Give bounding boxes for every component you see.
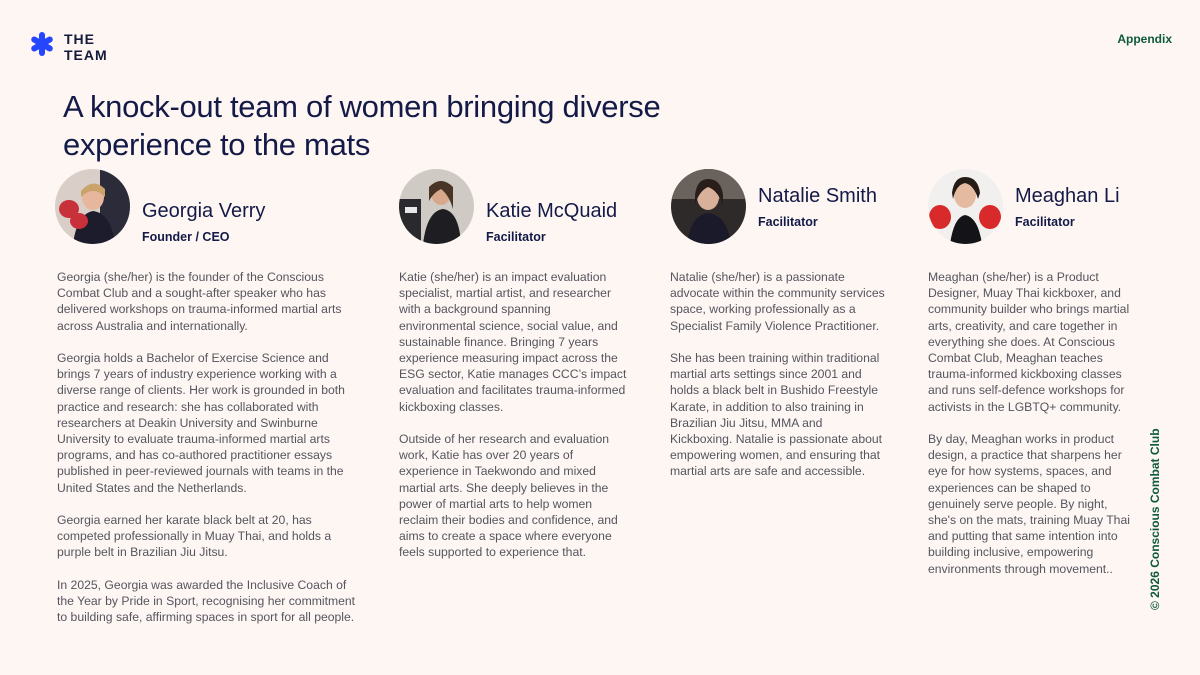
member-name: Georgia Verry: [142, 200, 266, 222]
member-role: Facilitator: [1015, 215, 1075, 229]
bio-paragraph: Georgia (she/her) is the founder of the Conscious Combat Club and a sought-after speaker who has delivered workshops on trauma-informed martial arts across Australia and internationally.: [57, 270, 342, 333]
member-name: Katie McQuaid: [486, 200, 618, 222]
brand-logo: [29, 31, 108, 63]
member-bio: [57, 269, 359, 642]
bio-paragraph: Outside of her research and evaluation work, Katie has over 20 years of experience in Taekwondo and mixed martial arts. She deeply believes in the power of martial arts to help women reclaim their bodies and confidence, and aims to create a space where everyone feels supported to experience that.: [399, 432, 618, 560]
member-role: Facilitator: [758, 215, 818, 229]
bio-paragraph: Katie (she/her) is an impact evaluation specialist, martial artist, and researcher with a background spanning environmental science, social value, and sustainable finance. Bringing 7 years experience measuring impact across the ESG sector, Katie manages CCC’s impact evaluation and facilitates trauma-informed kickboxing classes.: [399, 270, 627, 414]
member-bio: [670, 269, 885, 496]
bio-paragraph: Natalie (she/her) is a passionate advocate within the community services space, working professionally as a Specialist Family Violence Practitioner.: [670, 270, 885, 333]
bio-paragraph: By day, Meaghan works in product design, a practice that sharpens her eye for how systems, spaces, and experiences can be shaped to genuinely serve people. By night, she's on the mats, training Muay Thai and putting that same intention into building inclusive, empowering environments through movement..: [928, 432, 1130, 576]
brand-title-line2: TEAM: [64, 47, 108, 63]
member-bio: [399, 269, 629, 577]
avatar: [671, 169, 746, 244]
bio-paragraph: Georgia earned her karate black belt at 20, has competed professionally in Muay Thai, and holds a purple belt in Brazilian Jiu Jitsu.: [57, 513, 332, 560]
copyright: © 2026 Conscious Combat Club: [1148, 428, 1162, 610]
brand-title: [64, 31, 108, 63]
member-name: Meaghan Li: [1015, 185, 1120, 207]
section-label: Appendix: [1117, 32, 1172, 46]
member-name: Natalie Smith: [758, 185, 877, 207]
avatar: [928, 169, 1003, 244]
page-title: A knock-out team of women bringing diverse experience to the mats: [63, 89, 661, 162]
brand-title-line1: THE: [64, 31, 95, 47]
member-role: Founder / CEO: [142, 230, 230, 244]
bio-paragraph: Meaghan (she/her) is a Product Designer, Muay Thai kickboxer, and community builder who brings martial arts, creativity, and care together in everything she does. At Conscious Combat Club, Meaghan teaches trauma-informed kickboxing classes and runs self-defence workshops for activists in the LGBTQ+ community.: [928, 270, 1130, 414]
bio-paragraph: Georgia holds a Bachelor of Exercise Science and brings 7 years of industry experience working with a diverse range of clients. Her work is grounded in both practice and research: she has collaborated with researchers at Deakin University and Swinburne University to evaluate trauma-informed martial arts programs, and has co-authored practitioner essays published in peer-reviewed journals with teams in the United States and the Netherlands.: [57, 351, 345, 495]
asterisk-icon: [29, 31, 55, 57]
member-role: Facilitator: [486, 230, 546, 244]
bio-paragraph: In 2025, Georgia was awarded the Inclusive Coach of the Year by Pride in Sport, recognising her commitment to building safe, affirming spaces in sport for all people.: [57, 577, 356, 625]
bio-paragraph: She has been training within traditional martial arts settings since 2001 and holds a black belt in Bushido Freestyle Karate, in addition to also training in Brazilian Jiu Jitsu, MMA and Kickboxing. Natalie is passionate about empowering women, and ensuring that martial arts are safe and accessible.: [670, 351, 883, 479]
avatar: [55, 169, 130, 244]
avatar: [399, 169, 474, 244]
member-bio: [928, 269, 1133, 593]
